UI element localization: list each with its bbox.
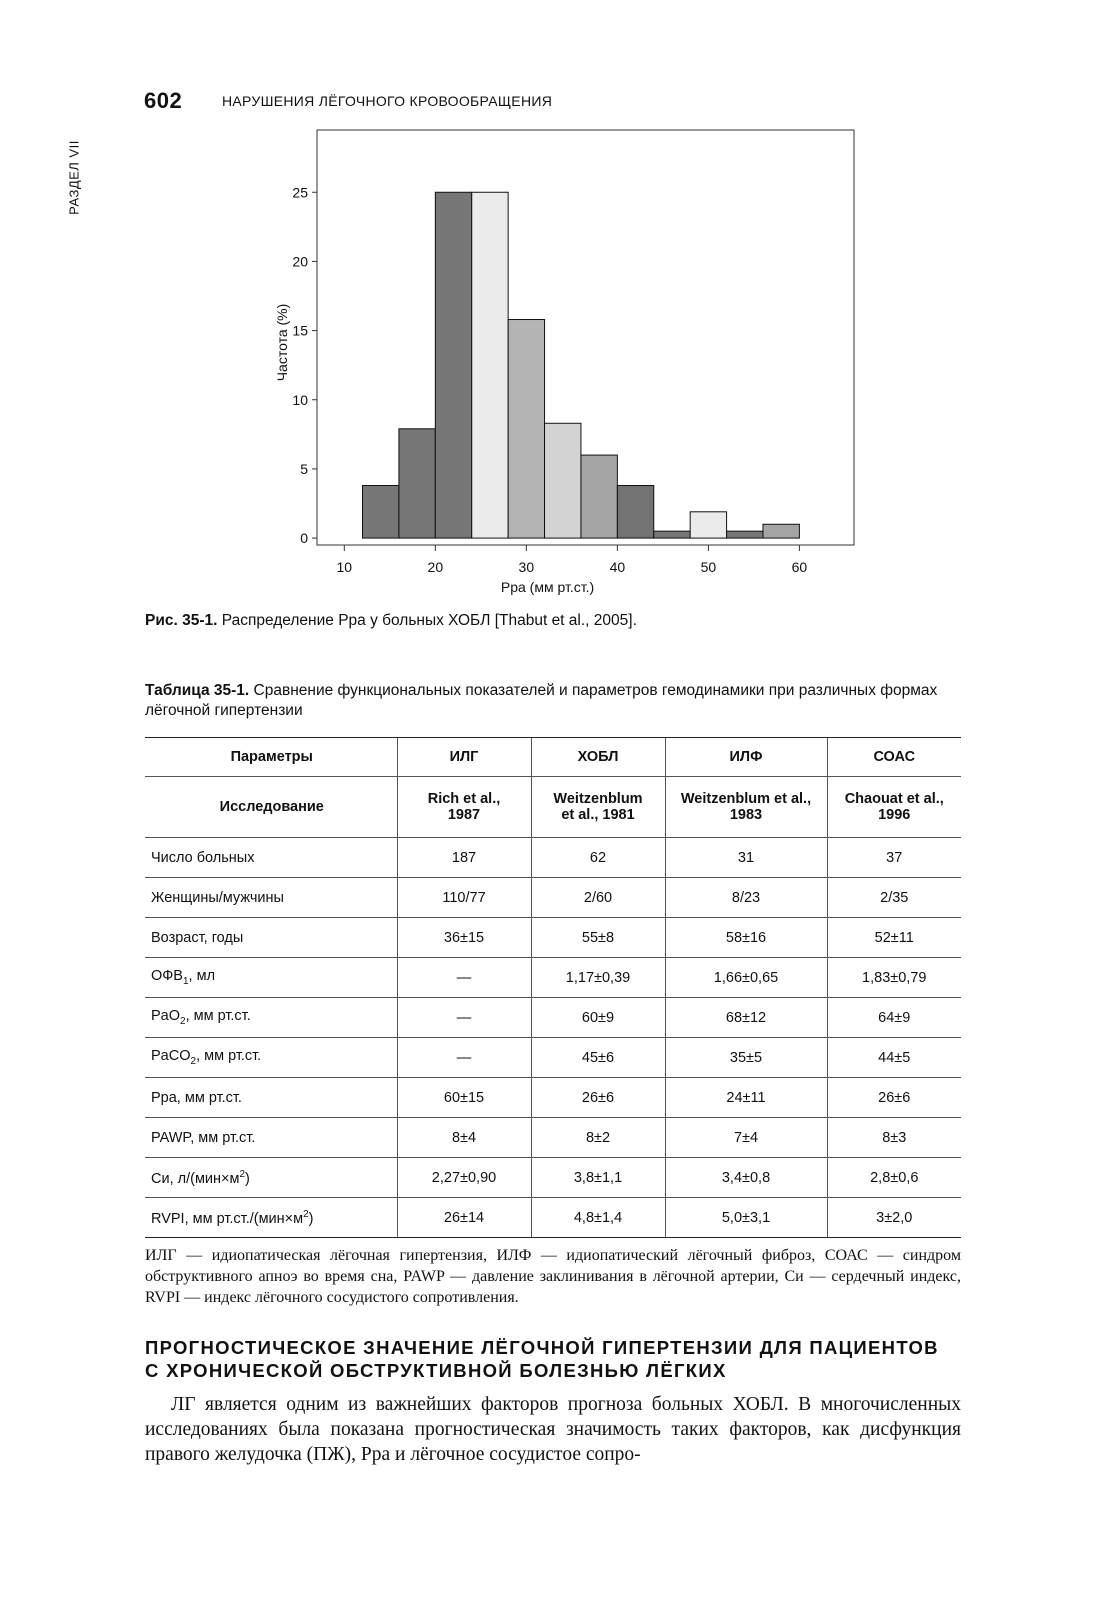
row-label-subscript: 2 [180, 1015, 186, 1027]
x-tick-label: 10 [336, 559, 353, 575]
x-tick-label: 40 [609, 559, 626, 575]
table-row [145, 1038, 961, 1078]
table-cell: 1,83±0,79 [827, 958, 961, 998]
histogram-bar [435, 192, 471, 538]
row-label-text: Си, л/(мин×м [151, 1170, 240, 1187]
row-label-text: Женщины/мужчины [151, 889, 284, 906]
table-cell: 45±6 [531, 1038, 665, 1078]
row-label [145, 1038, 397, 1078]
row-label-tail: , мм рт.ст. [196, 1048, 262, 1065]
figure-caption-label: Рис. 35-1. [145, 612, 218, 629]
row-label-text: Возраст, годы [151, 929, 244, 946]
table-cell: 44±5 [827, 1038, 961, 1078]
histogram-chart [260, 120, 860, 600]
histogram-bar [763, 524, 799, 538]
section-side-label [62, 132, 86, 232]
row-label [145, 878, 397, 918]
study-ilf-line2: 1983 [729, 807, 763, 823]
row-label [145, 958, 397, 998]
row-label [145, 838, 397, 878]
figure-caption [145, 612, 637, 630]
table-cell: 110/77 [397, 878, 531, 918]
histogram-bar [472, 192, 508, 538]
row-label-subscript: 1 [182, 975, 189, 987]
histogram-bar [654, 531, 690, 538]
table-cell: 3,8±1,1 [531, 1158, 665, 1198]
y-tick-label: 25 [292, 184, 308, 201]
x-axis-label: Ppa (мм рт.ст.) [500, 579, 595, 595]
table-cell: 55±8 [531, 918, 665, 958]
section-side-label-text: РАЗДЕЛ VII [66, 140, 82, 215]
section-heading-line2: С ХРОНИЧЕСКОЙ ОБСТРУКТИВНОЙ БОЛЕЗНЬЮ ЛЁГКИХ [145, 1360, 727, 1381]
header-parameters: Параметры [145, 738, 397, 777]
page-number: 602 [144, 88, 183, 113]
table-cell: 3±2,0 [827, 1198, 961, 1238]
table-cell: 187 [397, 838, 531, 878]
histogram-bar [690, 512, 726, 538]
study-soas [827, 777, 961, 838]
row-label [145, 998, 397, 1038]
y-tick-label: 10 [292, 391, 308, 408]
table-cell: 26±14 [397, 1198, 531, 1238]
table-cell: 5,0±3,1 [665, 1198, 827, 1238]
table-cell: 58±16 [665, 918, 827, 958]
table-cell: 2,27±0,90 [397, 1158, 531, 1198]
x-tick-label: 30 [518, 559, 535, 575]
body-paragraph: ЛГ является одним из важнейших факторов прогноза больных ХОБЛ. В многочисленных исследованиях была показана прогностическая значимость таких факторов, как дисфункция правого желудочка (ПЖ), Ppa и лёгочное сосудистое сопро- [145, 1394, 961, 1465]
x-tick-label: 50 [700, 559, 717, 575]
header-ilf: ИЛФ [665, 738, 827, 777]
row-label-subscript: 2 [190, 1055, 197, 1067]
table-cell: 8±2 [531, 1118, 665, 1158]
table-cell: 26±6 [531, 1078, 665, 1118]
study-ilg-line2: 1987 [447, 807, 481, 823]
histogram-bar [399, 429, 435, 538]
histogram-bar [545, 423, 581, 538]
row-label-tail: ) [308, 1210, 314, 1227]
table-cell: 36±15 [397, 918, 531, 958]
table-cell: 2,8±0,6 [827, 1158, 961, 1198]
study-ilg-line1: Rich et al., [427, 791, 501, 807]
table-row [145, 838, 961, 878]
x-tick-label: 60 [791, 559, 808, 575]
table-cell: 62 [531, 838, 665, 878]
table-cell: 26±6 [827, 1078, 961, 1118]
comparison-table [145, 737, 961, 1238]
table-cell: — [397, 998, 531, 1038]
table-cell: — [397, 1038, 531, 1078]
row-label-text: Число больных [151, 849, 255, 866]
section-heading [145, 1336, 965, 1382]
table-cell: 35±5 [665, 1038, 827, 1078]
table-cell: 68±12 [665, 998, 827, 1038]
figure-caption-text: Распределение Ppa у больных ХОБЛ [Thabut et al., 2005]. [217, 612, 637, 629]
histogram-bar [508, 320, 544, 539]
header-ilg: ИЛГ [397, 738, 531, 777]
y-tick-label: 0 [300, 530, 308, 547]
row-label-text: PaCO [151, 1048, 191, 1065]
study-soas-line1: Chaouat et al., [844, 791, 944, 807]
study-hobl-line2: et al., 1981 [561, 807, 635, 823]
table-note: ИЛГ — идиопатическая лёгочная гипертензия, ИЛФ — идиопатический лёгочный фиброз, СОАС — синдром обструктивного апноэ во время сна, PAWP — давление заклинивания в лёгочной артерии, Си — сердечный индекс, RVPI — индекс лёгочного сосудистого сопротивления. [145, 1247, 961, 1306]
table-row [145, 1078, 961, 1118]
study-ilf-line1: Weitzenblum et al., [680, 791, 812, 807]
table-cell: 2/60 [531, 878, 665, 918]
row-label [145, 1198, 397, 1238]
table-cell: 60±9 [531, 998, 665, 1038]
table-caption-text: Сравнение функциональных показателей и параметров гемодинамики при различных формах лёгочной гипертензии [145, 682, 938, 719]
table-row [145, 998, 961, 1038]
study-ilf [665, 777, 827, 838]
row-label [145, 918, 397, 958]
table-cell: 31 [665, 838, 827, 878]
table-caption-label: Таблица 35-1. [145, 682, 250, 699]
table-row [145, 918, 961, 958]
histogram-bar [363, 486, 399, 539]
table-row [145, 878, 961, 918]
table-cell: 37 [827, 838, 961, 878]
table-cell: 52±11 [827, 918, 961, 958]
running-head: НАРУШЕНИЯ ЛЁГОЧНОГО КРОВООБРАЩЕНИЯ [222, 93, 553, 109]
header-study: Исследование [145, 777, 397, 838]
table-caption [145, 681, 965, 721]
table-cell: 8±4 [397, 1118, 531, 1158]
y-axis-label: Частота (%) [274, 303, 290, 382]
histogram-bar [581, 455, 617, 538]
row-label-text: RVPI, мм рт.ст./(мин×м [151, 1210, 304, 1227]
section-heading-line1: ПРОГНОСТИЧЕСКОЕ ЗНАЧЕНИЕ ЛЁГОЧНОЙ ГИПЕРТЕНЗИИ ДЛЯ ПАЦИЕНТОВ [145, 1337, 939, 1358]
histogram-bar [727, 531, 763, 538]
row-label-superscript: 2 [303, 1208, 309, 1220]
study-hobl-line1: Weitzenblum [553, 791, 643, 807]
row-label-tail: , мл [188, 968, 216, 985]
table-cell: 64±9 [827, 998, 961, 1038]
row-label-text: ОФВ [151, 968, 183, 985]
table-cell: 24±11 [665, 1078, 827, 1118]
table-cell: 3,4±0,8 [665, 1158, 827, 1198]
table-cell: 1,66±0,65 [665, 958, 827, 998]
y-tick-label: 5 [300, 460, 308, 477]
table-cell: 1,17±0,39 [531, 958, 665, 998]
header-soas: СОАС [827, 738, 961, 777]
study-soas-line2: 1996 [878, 807, 911, 823]
table-header-row [145, 738, 961, 777]
table-row [145, 958, 961, 998]
study-ilg [397, 777, 531, 838]
table-cell: 8/23 [665, 878, 827, 918]
table-cell: 8±3 [827, 1118, 961, 1158]
row-label [145, 1078, 397, 1118]
table-cell: 4,8±1,4 [531, 1198, 665, 1238]
header-hobl: ХОБЛ [531, 738, 665, 777]
table-cell: 2/35 [827, 878, 961, 918]
y-tick-label: 15 [292, 322, 308, 339]
x-tick-label: 20 [427, 559, 444, 575]
table-cell: 60±15 [397, 1078, 531, 1118]
table-row [145, 1118, 961, 1158]
y-tick-label: 20 [292, 253, 308, 270]
row-label-tail: ) [245, 1170, 250, 1187]
row-label-text: PaO [151, 1008, 181, 1025]
row-label-superscript: 2 [239, 1168, 246, 1180]
row-label-text: PAWP, мм рт.ст. [151, 1129, 256, 1146]
row-label-text: Ppa, мм рт.ст. [151, 1089, 242, 1106]
table-row [145, 1198, 961, 1238]
row-label-tail: , мм рт.ст. [185, 1008, 251, 1025]
table-study-row [145, 777, 961, 838]
table-cell: 7±4 [665, 1118, 827, 1158]
histogram-bar [617, 486, 653, 539]
row-label [145, 1118, 397, 1158]
row-label [145, 1158, 397, 1198]
table-row [145, 1158, 961, 1198]
table-cell: — [397, 958, 531, 998]
study-hobl [531, 777, 665, 838]
